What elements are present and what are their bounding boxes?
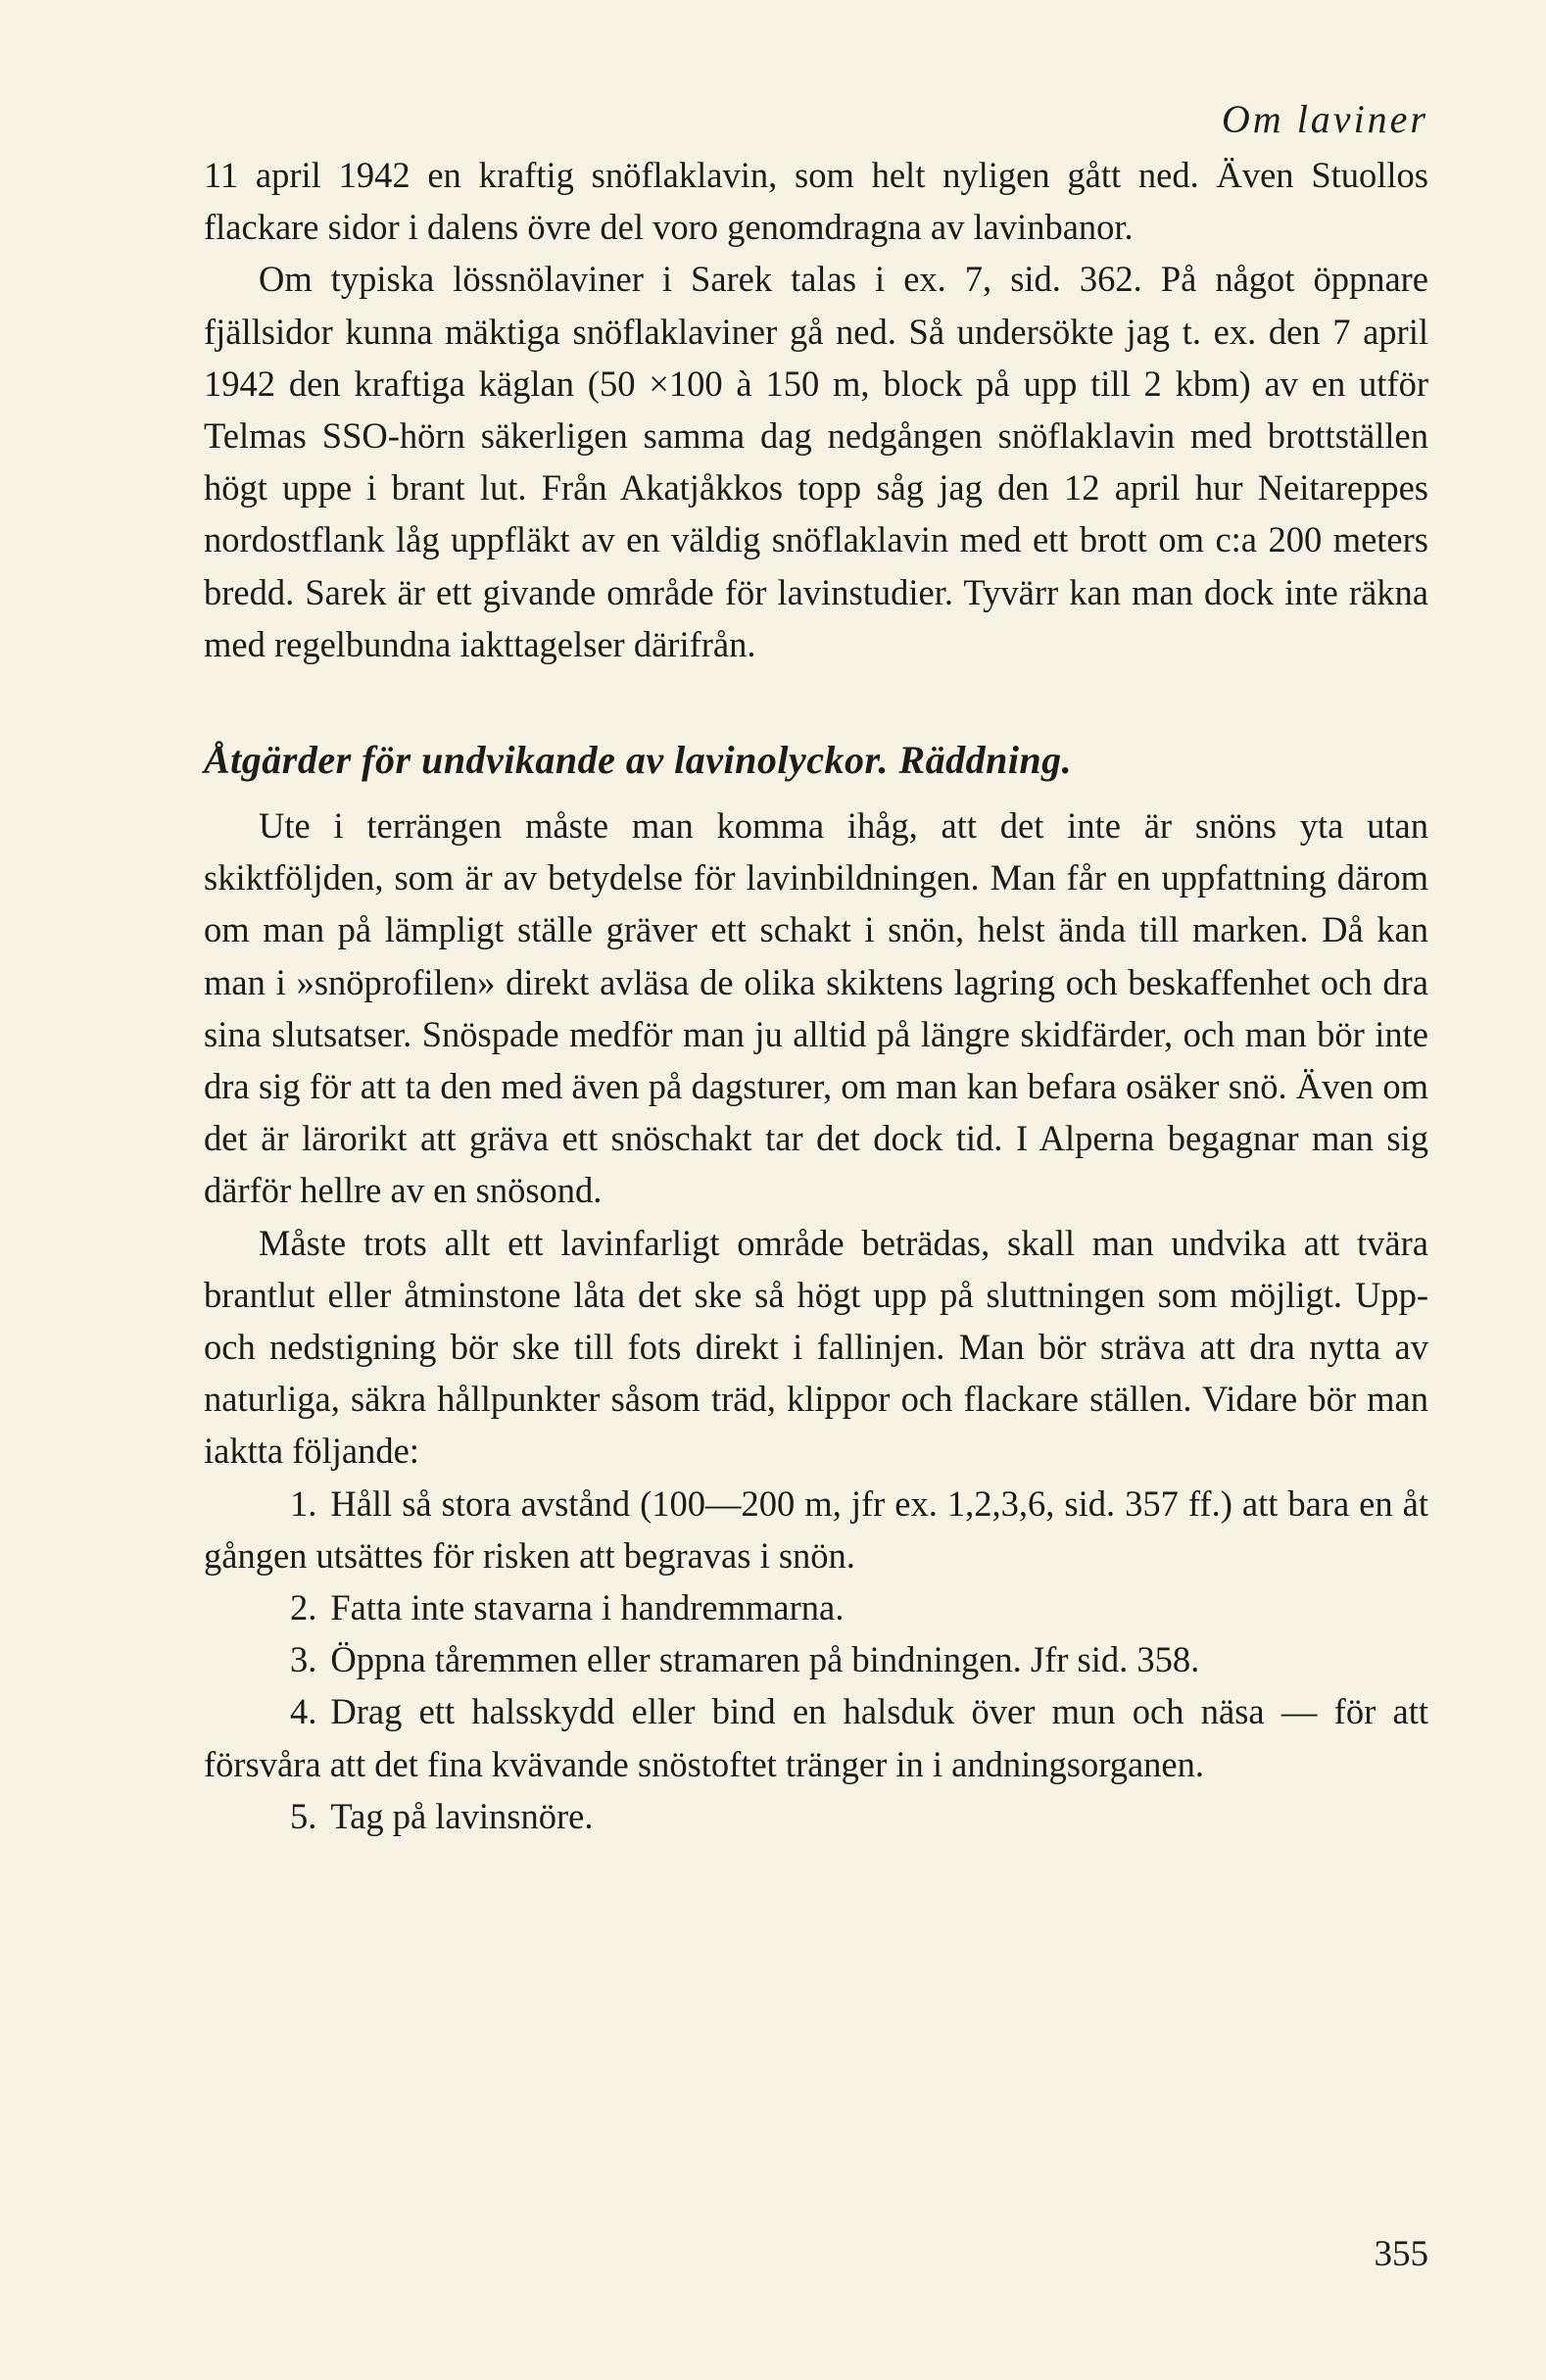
- list-item-5: [204, 1790, 1428, 1842]
- section-heading: Åtgärder för undvikande av lavinolyckor. Räddning.: [204, 738, 1073, 783]
- list-text: Fatta inte stavarna i handremmarna.: [330, 1587, 845, 1628]
- running-head-title: Om laviner: [1221, 97, 1428, 141]
- list-text: Tag på lavinsnöre.: [330, 1795, 594, 1836]
- list-item-1: [204, 1478, 1428, 1581]
- body-text: [204, 149, 1428, 1842]
- list-number: 5.: [290, 1795, 317, 1836]
- paragraph-1: 11 april 1942 en kraftig snöflaklavin, som helt nyligen gått ned. Även Stuollos flackare sidor i dalens övre del voro genomdragna av lavinbanor.: [204, 155, 1428, 248]
- paragraph-4: Måste trots allt ett lavinfarligt område beträdas, skall man undvika att tvära brantlut eller åtminstone låta det ske så högt upp på sluttningen som möjligt. Upp- och nedstigning bör ske till fots direkt i fallinjen. Man bör sträva att dra nytta av naturliga, säkra hållpunkter såsom träd, klippor och flackare ställen. Vidare bör man iakttа följande:: [204, 1222, 1428, 1472]
- list-item-2: [204, 1581, 1428, 1633]
- paragraph-2: Om typiska lössnölaviner i Sarek talas i ex. 7, sid. 362. På något öppnare fjällsidor kunna mäktiga snöflaklaviner gå ned. Så undersökte jag t. ex. den 7 april 1942 den kraftiga käglan (50 ×100 à 150 m, block på upp till 2 kbm) av en utför Telmas SSO-hörn säkerligen samma dag nedgången snöflaklavin med brottställen högt uppe i brant lut. Från Akatjåkkos topp såg jag den 12 april hur Neitareppes nordostflank låg uppfläkt av en väldig snöflaklavin med ett brott om c:a 200 meters bredd. Sarek är ett givande område för lavinstudier. Tyvärr kan man dock inte räkna med regelbundna iakttagelser därifrån.: [204, 259, 1428, 664]
- list-item-4: [204, 1685, 1428, 1789]
- list-item-3: [204, 1633, 1428, 1685]
- paragraph-3: Ute i terrängen måste man komma ihåg, att det inte är snöns yta utan skiktföljden, som är av betydelse för lavinbildningen. Man får en uppfattning därom om man på lämpligt ställe gräver ett schakt i snön, helst ända till marken. Då kan man i »snöprofilen» direkt avläsa de olika skiktens lagring och beskaffenhet och dra sina slutsatser. Snöspade medför man ju alltid på längre skidfärder, och man bör inte dra sig för att ta den med även på dagsturer, om man kan befara osäker snö. Även om det är lärorikt att gräva ett snöschakt tar det dock tid. I Alperna begagnar man sig därför hellre av en snösond.: [204, 805, 1428, 1211]
- list-text: Drag ett halsskydd eller bind en halsduk över mun och näsa — för att försvåra att det fina kvävande snöstoftet tränger in i andningsorganen.: [204, 1691, 1428, 1784]
- page-number: 355: [1374, 2234, 1428, 2274]
- book-page: [204, 78, 1428, 2332]
- list-text: Öppna tåremmen eller stramaren på bindningen. Jfr sid. 358.: [330, 1639, 1200, 1680]
- list-number: 3.: [290, 1639, 317, 1680]
- list-number: 2.: [290, 1587, 317, 1628]
- list-number: 4.: [290, 1691, 317, 1732]
- list-text: Håll så stora avstånd (100—200 m, jfr ex. 1,2,3,6, sid. 357 ff.) att bara en åt gången utsättes för risken att begravas i snön.: [204, 1482, 1428, 1576]
- list-number: 1.: [290, 1482, 317, 1524]
